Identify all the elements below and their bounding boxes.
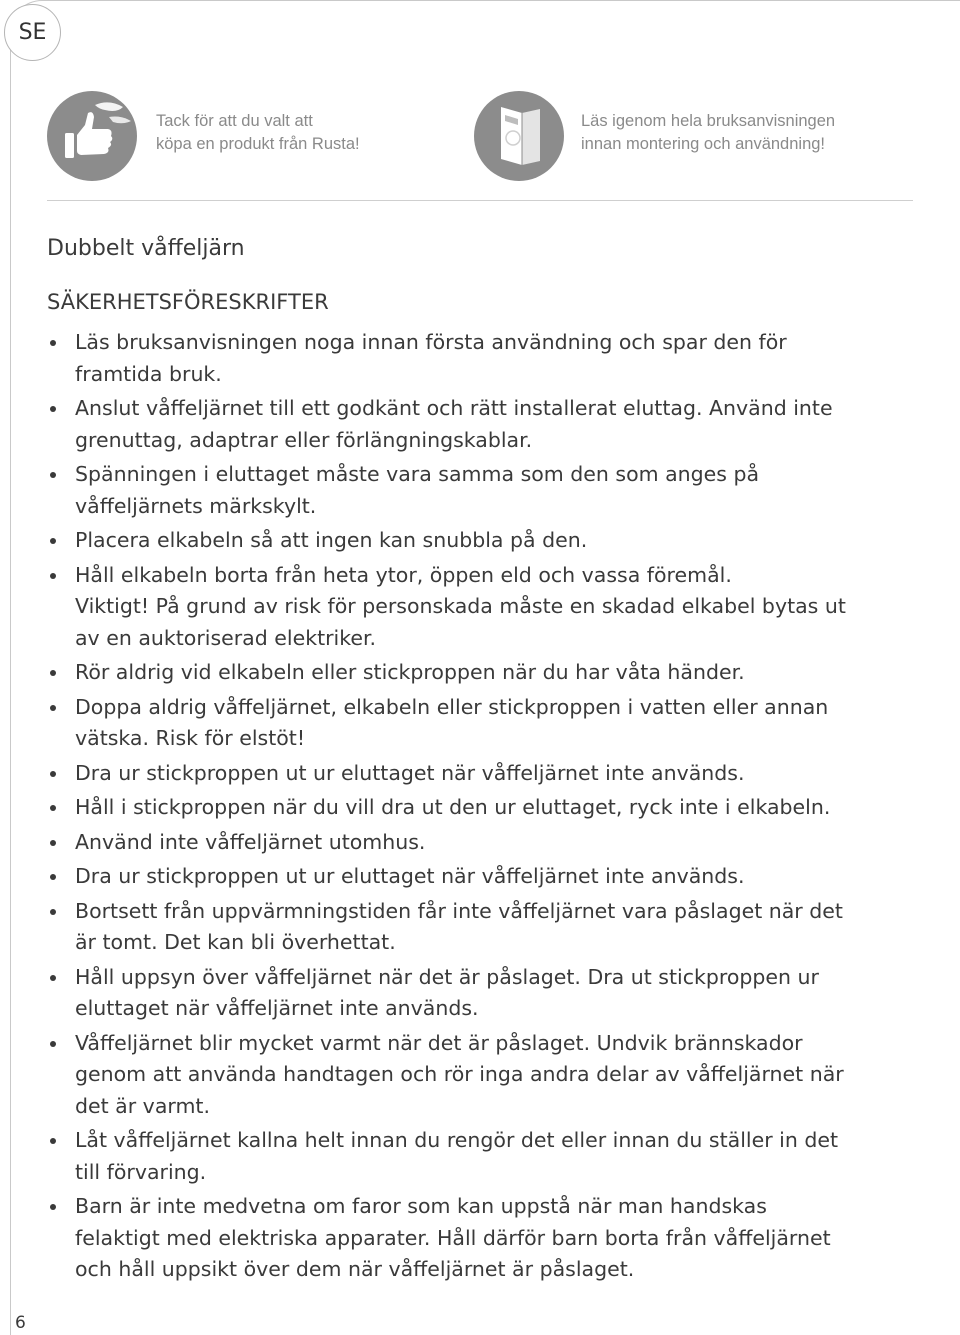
list-item: Våffeljärnet blir mycket varmt när det är påslaget. Undvik brännskador genom att använda handtagen och rör inga andra delar av våffeljärnet när det är varmt. bbox=[47, 1028, 917, 1123]
list-item: Anslut våffeljärnet till ett godkänt och rätt installerat eluttag. Använd inte grenuttag, adaptrar eller förlängningskablar. bbox=[47, 393, 917, 456]
manual-book-icon bbox=[474, 91, 564, 181]
list-item: Rör aldrig vid elkabeln eller stickproppen när du har våta händer. bbox=[47, 657, 917, 689]
section-title: SÄKERHETSFÖRESKRIFTER bbox=[47, 290, 329, 314]
list-item: Håll elkabeln borta från heta ytor, öppen eld och vassa föremål. bbox=[47, 560, 917, 592]
list-item: Håll i stickproppen när du vill dra ut den ur eluttaget, ryck inte i elkabeln. bbox=[47, 792, 917, 824]
list-item: Dra ur stickproppen ut ur eluttaget när våffeljärnet inte används. bbox=[47, 758, 917, 790]
list-item: Använd inte våffeljärnet utomhus. bbox=[47, 827, 917, 859]
list-item: Låt våffeljärnet kallna helt innan du rengör det eller innan du ställer in det till förvaring. bbox=[47, 1125, 917, 1188]
list-item: Håll uppsyn över våffeljärnet när det är påslaget. Dra ut stickproppen ur eluttaget när våffeljärnet inte används. bbox=[47, 962, 917, 1025]
intro-read-manual-text: Läs igenom hela bruksanvisningen innan montering och användning! bbox=[581, 112, 836, 153]
list-item: Dra ur stickproppen ut ur eluttaget när våffeljärnet inte används. bbox=[47, 861, 917, 893]
list-item: Läs bruksanvisningen noga innan första användning och spar den för framtida bruk. bbox=[47, 327, 917, 390]
language-badge bbox=[4, 4, 61, 61]
list-item: Bortsett från uppvärmningstiden får inte våffeljärnet vara påslaget när det är tomt. Det kan bli överhettat. bbox=[47, 896, 917, 959]
safety-rules-list bbox=[47, 327, 917, 1289]
document-title: Dubbelt våffeljärn bbox=[47, 236, 245, 261]
list-item: Barn är inte medvetna om faror som kan uppstå när man handskas felaktigt med elektriska apparater. Håll därför barn borta från våffeljärnet och håll uppsikt över dem när våffeljärnet är påslaget. bbox=[47, 1191, 917, 1286]
thumbs-up-icon bbox=[47, 91, 137, 181]
list-item: Doppa aldrig våffeljärnet, elkabeln eller stickproppen i vatten eller annan vätska. Risk för elstöt! bbox=[47, 692, 917, 755]
warning-note: Viktigt! På grund av risk för personskada måste en skadad elkabel bytas ut av en auktoriserad elektriker. bbox=[75, 594, 846, 650]
header-divider bbox=[47, 200, 913, 201]
language-code: SE bbox=[18, 20, 47, 45]
list-item: Placera elkabeln så att ingen kan snubbla på den. bbox=[47, 525, 917, 557]
intro-thanks-text: Tack för att du valt att köpa en produkt från Rusta! bbox=[156, 112, 360, 153]
page-number: 6 bbox=[15, 1313, 26, 1333]
list-item: Spänningen i eluttaget måste vara samma som den som anges på våffeljärnets märkskylt. bbox=[47, 459, 917, 522]
